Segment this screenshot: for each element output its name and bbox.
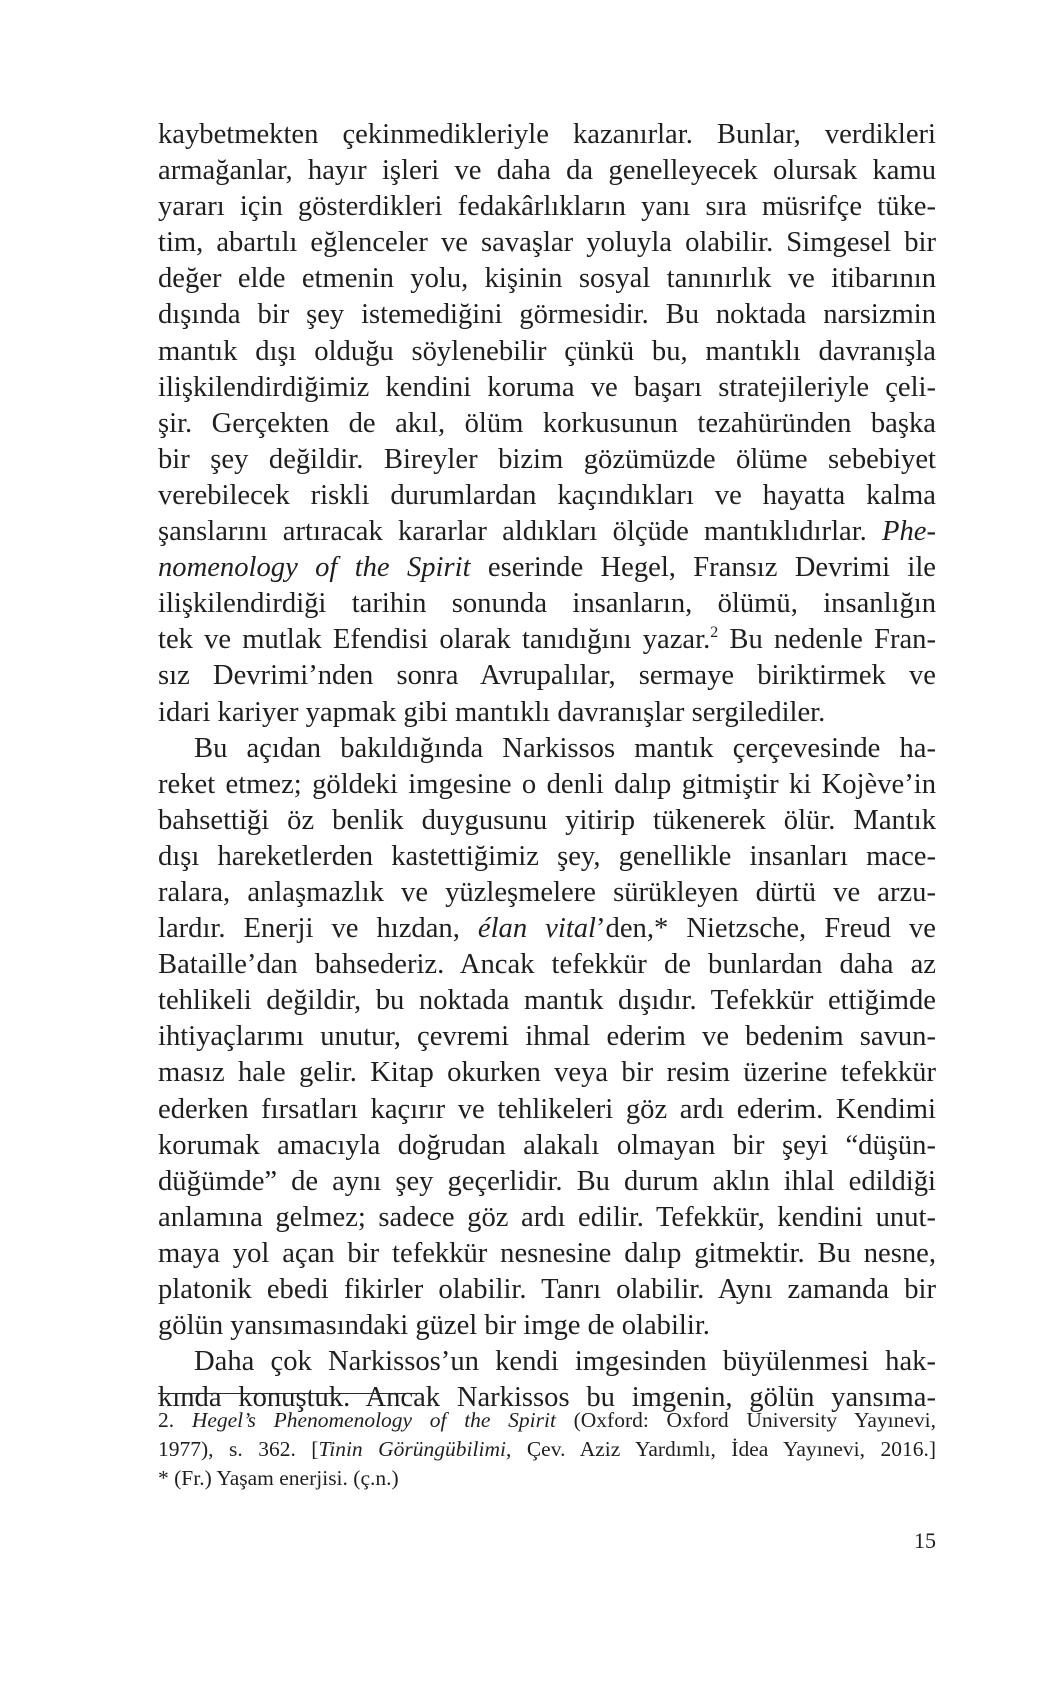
body-line [158,1055,936,1091]
text-run: Bataille’dan bahsederiz. Ancak tefekkür de bunlardan daha az [158,949,936,981]
body-line [158,442,936,478]
body-line [158,658,936,694]
footnote-line [158,1464,936,1493]
italic-text: nomenology of the Spirit [158,552,471,584]
body-line [158,1344,936,1380]
text-run: masız hale gelir. Kitap okurken veya bir resim üzerine tefekkür [158,1057,936,1089]
body-line [158,1272,936,1308]
body-line [158,731,936,767]
footnote-reference: 2 [710,624,719,642]
body-line [158,1092,936,1128]
text-run: ilişkilendirdiğimiz kendini koruma ve başarı stratejileriyle çeli- [158,371,936,403]
body-line [158,947,936,983]
body-line [158,225,936,261]
text-run: ihtiyaçlarımı unutur, çevremi ihmal ederim ve bedenim savun- [158,1021,936,1053]
body-line [158,911,936,947]
body-line [158,297,936,333]
body-line [158,153,936,189]
body-text [158,117,936,1416]
body-line [158,875,936,911]
text-run: 2. [158,1408,192,1432]
text-run: şanslarını artıracak kararlar aldıkları ölçüde mantıklıdırlar. [158,516,883,548]
text-run: ’den,* Nietzsche, Freud ve [596,913,936,945]
text-run: dışı hareketlerden kastettiğimiz şey, genellikle insanları mace- [158,840,936,872]
body-line [158,189,936,225]
text-run: yararı için gösterdikleri fedakârlıkların yanı sıra müsrifçe tüke- [158,191,936,223]
text-run: mantık dışı olduğu söylenebilir çünkü bu, mantıklı davranışla [158,335,936,367]
body-line [158,767,936,803]
text-run: kında konuştuk. Ancak Narkissos bu imgenin, gölün yansıma- [158,1382,936,1414]
text-run: gölün yansımasındaki güzel bir imge de olabilir. [158,1310,710,1342]
text-run: kaybetmekten çekinmedikleriyle kazanırlar. Bunlar, verdikleri [158,119,936,150]
text-run: (Oxford: Oxford University Yayınevi, [555,1408,936,1432]
page-number: 15 [914,1528,936,1553]
body-line [158,983,936,1019]
body-line [158,622,936,658]
body-line [158,803,936,839]
body-line [158,1128,936,1164]
body-line [158,370,936,406]
text-run: * (Fr.) Yaşam enerjisi. (ç.n.) [158,1466,399,1490]
text-run: verebilecek riskli durumlardan kaçındıkları ve hayatta kalma [158,479,936,511]
body-line [158,586,936,622]
text-run: ilişkilendirdiği tarihin sonunda insanların, ölümü, insanlığın [158,588,936,620]
italic-text: Hegel’s Phenomenology of the Spirit [191,1408,556,1432]
text-run: Daha çok Narkissos’un kendi imgesinden büyülenmesi hak- [194,1346,936,1378]
text-run: maya yol açan bir tefekkür nesnesine dalıp gitmektir. Bu nesne, [158,1237,936,1269]
body-line [158,334,936,370]
italic-text: Tinin Görüngübilimi [318,1437,506,1461]
text-run: idari kariyer yapmak gibi mantıklı davranışlar sergilediler. [158,696,826,728]
body-line [158,550,936,586]
body-line [158,1164,936,1200]
text-run: şir. Gerçekten de akıl, ölüm korkusunun tezahüründen başka [158,407,936,439]
text-run: tim, abartılı eğlenceler ve savaşlar yoluyla olabilir. Simgesel bir [158,227,936,259]
text-run: bahsettiği öz benlik duygusunu yitirip tükenerek ölür. Mantık [158,804,936,836]
text-run: düğümde” de aynı şey geçerlidir. Bu durum aklın ihlal edildiği [158,1165,936,1197]
body-line [158,261,936,297]
footnote-line [158,1435,936,1464]
body-line [158,695,936,731]
body-line [158,1019,936,1055]
text-run: dışında bir şey istemediğini görmesidir. Bu noktada narsizmin [158,299,936,331]
text-run: korumak amacıyla doğrudan alakalı olmayan bir şeyi “düşün- [158,1129,936,1161]
footnotes [158,1406,936,1493]
text-run: platonik ebedi fikirler olabilir. Tanrı olabilir. Aynı zamanda bir [158,1274,936,1305]
text-run: ederken fırsatları kaçırır ve tehlikeleri göz ardı ederim. Kendimi [158,1093,936,1125]
text-run: tehlikeli değildir, bu noktada mantık dışıdır. Tefekkür ettiğimde [158,985,936,1017]
text-run: 1977), s. 362. [ [158,1437,319,1461]
italic-text: Phe- [882,516,936,548]
text-run: Bu nedenle Fran- [718,624,936,656]
text-run: Bu açıdan bakıldığında Narkissos mantık çerçevesinde ha- [194,732,936,764]
body-line [158,1200,936,1236]
body-line [158,514,936,550]
text-run: tek ve mutlak Efendisi olarak tanıdığını yazar. [158,624,711,656]
text-run: değer elde etmenin yolu, kişinin sosyal tanınırlık ve itibarının [158,263,936,295]
body-line [158,406,936,442]
text-run: ralara, anlaşmazlık ve yüzleşmelere sürükleyen dürtü ve arzu- [158,876,936,908]
footnote-divider [158,1393,418,1394]
italic-text: élan vital [477,913,597,945]
footnote-line [158,1406,936,1435]
body-line [158,1308,936,1344]
text-run: armağanlar, hayır işleri ve daha da genelleyecek olursak kamu [158,155,936,187]
body-line [158,117,936,153]
body-line [158,1236,936,1272]
text-run: anlamına gelmez; sadece göz ardı edilir. Tefekkür, kendini unut- [158,1201,936,1233]
text-run: , Çev. Aziz Yardımlı, İdea Yayınevi, 2016.] [505,1437,936,1461]
text-run: lardır. Enerji ve hızdan, [158,913,478,945]
text-run: eserinde Hegel, Fransız Devrimi ile [470,552,936,584]
body-line [158,839,936,875]
body-line [158,478,936,514]
text-run: bir şey değildir. Bireyler bizim gözümüzde ölüme sebebiyet [158,443,936,475]
text-run: reket etmez; göldeki imgesine o denli dalıp gitmiştir ki Kojève’in [158,768,936,800]
text-run: sız Devrimi’nden sonra Avrupalılar, sermaye biriktirmek ve [158,660,936,692]
